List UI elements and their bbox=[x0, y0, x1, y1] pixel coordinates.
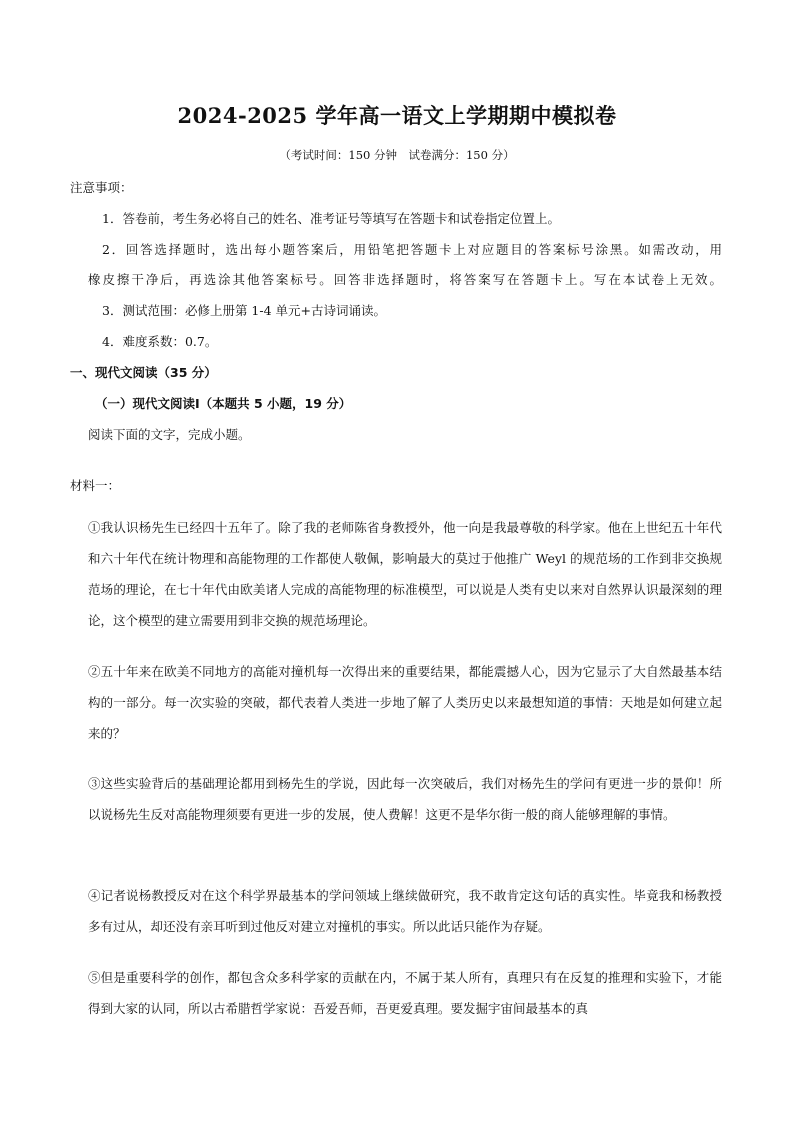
paragraph: ②五十年来在欧美不同地方的高能对撞机每一次得出来的重要结果，都能震撼人心，因为它显示了大自然最基本结构的一部分。每一次实验的突破，都代表着人类进一步地了解了人类历史以来最想知道的事情：天地是如何建立起来的？ bbox=[88, 664, 722, 741]
notice-heading: 注意事项： bbox=[70, 180, 133, 195]
notice-item: 4．难度系数：0.7。 bbox=[102, 334, 218, 349]
paragraph: ⑤但是重要科学的创作，都包含众多科学家的贡献在内，不属于某人所有，真理只有在反复的推理和实验下，才能得到大家的认同，所以古希腊哲学家说：吾爱吾师，吾更爱真理。要发掘宇宙间最基本的真 bbox=[88, 970, 722, 1016]
instruction-text: 阅读下面的文字，完成小题。 bbox=[88, 427, 251, 442]
notice-item: 3．测试范围：必修上册第 1-4 单元+古诗词诵读。 bbox=[102, 303, 387, 318]
material-label: 材料一： bbox=[70, 478, 121, 493]
section-heading: 一、现代文阅读（35 分） bbox=[70, 365, 217, 380]
paragraph: ③这些实验背后的基础理论都用到杨先生的学说，因此每一次突破后，我们对杨先生的学问有更进一步的景仰！所以说杨先生反对高能物理须要有更进一步的发展，使人费解！这更不是华尔街一般的商人能够理解的事情。 bbox=[88, 776, 722, 822]
paragraph: ④记者说杨教授反对在这个科学界最基本的学问领域上继续做研究，我不敢肯定这句话的真实性。毕竟我和杨教授多有过从，却还没有亲耳听到过他反对建立对撞机的事实。所以此话只能作为存疑。 bbox=[88, 888, 722, 934]
paragraph: ①我认识杨先生已经四十五年了。除了我的老师陈省身教授外，他一向是我最尊敬的科学家。他在上世纪五十年代和六十年代在统计物理和高能物理的工作都使人敬佩，影响最大的莫过于他推广 Weyl 的规范场的工作到非交换规范场的理论，在七十年代由欧美诸人完成的高能物理的标准模型，可以说是人类有史以来对自然界认识最深刻的理论，这个模型的建立需要用到非交换的规范场理论。 bbox=[88, 520, 722, 628]
subsection-heading: （一）现代文阅读Ⅰ（本题共 5 小题，19 分） bbox=[95, 396, 352, 411]
notice-item: 2．回答选择题时，选出每小题答案后，用铅笔把答题卡上对应题目的答案标号涂黑。如需改动，用 bbox=[102, 242, 722, 257]
exam-info: （考试时间：150 分钟 试卷满分：150 分） bbox=[279, 148, 515, 162]
page-title: 2024-2025 学年高一语文上学期期中模拟卷 bbox=[177, 103, 617, 128]
notice-item-continued: 橡皮擦干净后，再选涂其他答案标号。回答非选择题时，将答案写在答题卡上。写在本试卷上无效。 bbox=[88, 272, 722, 287]
notice-item: 1．答卷前，考生务必将自己的姓名、准考证号等填写在答题卡和试卷指定位置上。 bbox=[102, 211, 560, 226]
